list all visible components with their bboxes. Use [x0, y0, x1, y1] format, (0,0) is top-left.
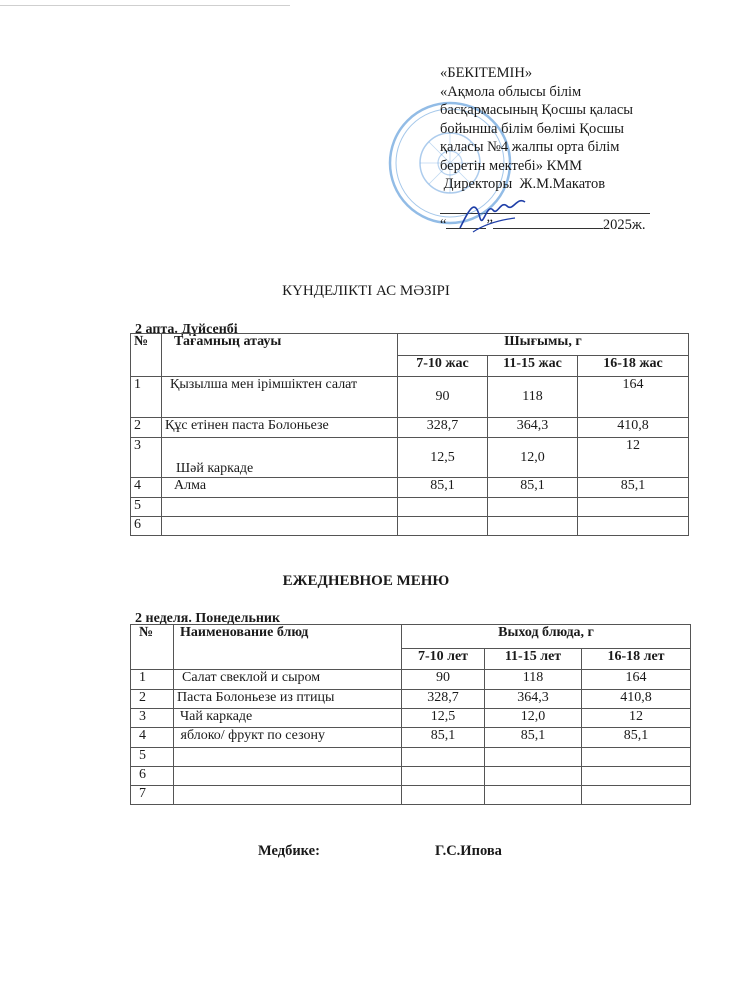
kz-menu-table — [130, 333, 689, 536]
dish-name: Алма — [162, 478, 398, 498]
column-header-age-16-18: 16-18 лет — [582, 649, 691, 670]
yield-16-18: 85,1 — [582, 728, 691, 748]
table-row — [131, 377, 689, 418]
yield-16-18 — [578, 498, 689, 517]
yield-16-18: 12 — [582, 709, 691, 728]
signature-name: Г.С.Ипова — [435, 843, 502, 859]
dish-name: Чай каркаде — [174, 709, 402, 728]
row-number: 3 — [131, 709, 174, 728]
ru-menu-title: ЕЖЕДНЕВНОЕ МЕНЮ — [282, 573, 450, 589]
ru-menu-table — [130, 624, 691, 805]
yield-16-18 — [582, 767, 691, 786]
yield-7-10 — [398, 498, 488, 517]
row-number: 6 — [131, 517, 162, 536]
table-row — [131, 438, 689, 478]
table-row — [131, 767, 691, 786]
kz-menu-subtitle: 2 апта. Дүйсенбі — [135, 322, 238, 337]
date-year: 2025ж. — [602, 216, 646, 233]
scan-edge-line — [0, 5, 290, 6]
approval-line: «Ақмола облысы білім — [440, 83, 582, 100]
yield-11-15: 12,0 — [488, 438, 578, 478]
dish-name: Паста Болоньезе из птицы — [174, 690, 402, 709]
yield-16-18: 410,8 — [578, 418, 689, 438]
dish-name — [174, 786, 402, 805]
yield-7-10 — [402, 767, 485, 786]
approval-line: бойынша білім бөлімі Қосшы — [440, 120, 624, 137]
yield-16-18: 164 — [582, 670, 691, 690]
yield-7-10: 328,7 — [402, 690, 485, 709]
approval-line: «БЕКІТЕМІН» — [440, 65, 533, 81]
row-number: 1 — [131, 377, 162, 418]
yield-11-15: 85,1 — [488, 478, 578, 498]
yield-7-10 — [402, 748, 485, 767]
yield-11-15: 12,0 — [485, 709, 582, 728]
yield-11-15 — [485, 786, 582, 805]
row-number: 6 — [131, 767, 174, 786]
dish-name: Салат свеклой и сыром — [174, 670, 402, 690]
yield-7-10: 85,1 — [402, 728, 485, 748]
row-number: 4 — [131, 478, 162, 498]
row-number: 1 — [131, 670, 174, 690]
yield-11-15: 364,3 — [485, 690, 582, 709]
row-number: 5 — [131, 748, 174, 767]
dish-name: Құс етінен паста Болоньезе — [162, 418, 398, 438]
yield-11-15: 118 — [488, 377, 578, 418]
dish-name: яблоко/ фрукт по сезону — [174, 728, 402, 748]
column-header-yield: Выход блюда, г — [402, 625, 691, 649]
table-row — [131, 748, 691, 767]
yield-16-18: 12 — [578, 438, 689, 478]
row-number: 2 — [131, 418, 162, 438]
column-header-age-11-15: 11-15 жас — [488, 356, 578, 377]
table-row — [131, 478, 689, 498]
yield-11-15: 364,3 — [488, 418, 578, 438]
table-row — [131, 728, 691, 748]
yield-16-18: 164 — [578, 377, 689, 418]
approval-line: беретін мектебі» КММ — [440, 157, 583, 174]
row-number: 7 — [131, 786, 174, 805]
table-row — [131, 690, 691, 709]
column-header-dish-name: Наименование блюд — [174, 625, 402, 670]
column-header-age-16-18: 16-18 жас — [578, 356, 689, 377]
yield-11-15 — [488, 517, 578, 536]
table-row — [131, 498, 689, 517]
dish-name: Қызылша мен ірімшіктен салат — [162, 377, 398, 418]
row-number: 4 — [131, 728, 174, 748]
column-header-number: № — [131, 334, 162, 377]
table-row — [131, 709, 691, 728]
yield-11-15 — [488, 498, 578, 517]
kz-menu-title: КҮНДЕЛІКТІ АС МӘЗІРІ — [282, 283, 450, 299]
dish-name — [162, 498, 398, 517]
handwritten-signature-icon — [455, 188, 535, 238]
yield-16-18 — [582, 748, 691, 767]
yield-7-10: 90 — [398, 377, 488, 418]
approval-line: басқармасының Қосшы қаласы — [440, 102, 634, 118]
yield-7-10: 12,5 — [398, 438, 488, 478]
table-row — [131, 418, 689, 438]
row-number: 3 — [131, 438, 162, 478]
column-header-yield: Шығымы, г — [398, 334, 689, 356]
yield-7-10 — [398, 517, 488, 536]
column-header-age-11-15: 11-15 лет — [485, 649, 582, 670]
dish-name — [162, 517, 398, 536]
dish-name: Шәй каркаде — [162, 438, 398, 478]
dish-name — [174, 748, 402, 767]
yield-11-15: 85,1 — [485, 728, 582, 748]
yield-7-10: 90 — [402, 670, 485, 690]
yield-11-15 — [485, 767, 582, 786]
yield-11-15 — [485, 748, 582, 767]
table-row — [131, 670, 691, 690]
column-header-number: № — [131, 625, 174, 670]
dish-name — [174, 767, 402, 786]
yield-7-10: 85,1 — [398, 478, 488, 498]
column-header-dish-name: Тағамның атауы — [162, 334, 398, 377]
yield-7-10: 328,7 — [398, 418, 488, 438]
yield-16-18 — [582, 786, 691, 805]
yield-16-18 — [578, 517, 689, 536]
yield-11-15: 118 — [485, 670, 582, 690]
row-number: 5 — [131, 498, 162, 517]
table-row — [131, 517, 689, 536]
yield-7-10 — [402, 786, 485, 805]
date-close-quote: ” — [486, 216, 493, 233]
row-number: 2 — [131, 690, 174, 709]
signature-role: Медбике: — [258, 843, 320, 859]
column-header-age-7-10: 7-10 лет — [402, 649, 485, 670]
yield-16-18: 85,1 — [578, 478, 689, 498]
approval-line: Директоры Ж.М.Макатов — [440, 176, 606, 192]
table-row — [131, 786, 691, 805]
column-header-age-7-10: 7-10 жас — [398, 356, 488, 377]
date-open-quote: “ — [440, 216, 447, 233]
approval-line: қаласы №4 жалпы орта білім — [440, 139, 620, 155]
yield-16-18: 410,8 — [582, 690, 691, 709]
ru-menu-subtitle: 2 неделя. Понедельник — [135, 611, 281, 626]
yield-7-10: 12,5 — [402, 709, 485, 728]
